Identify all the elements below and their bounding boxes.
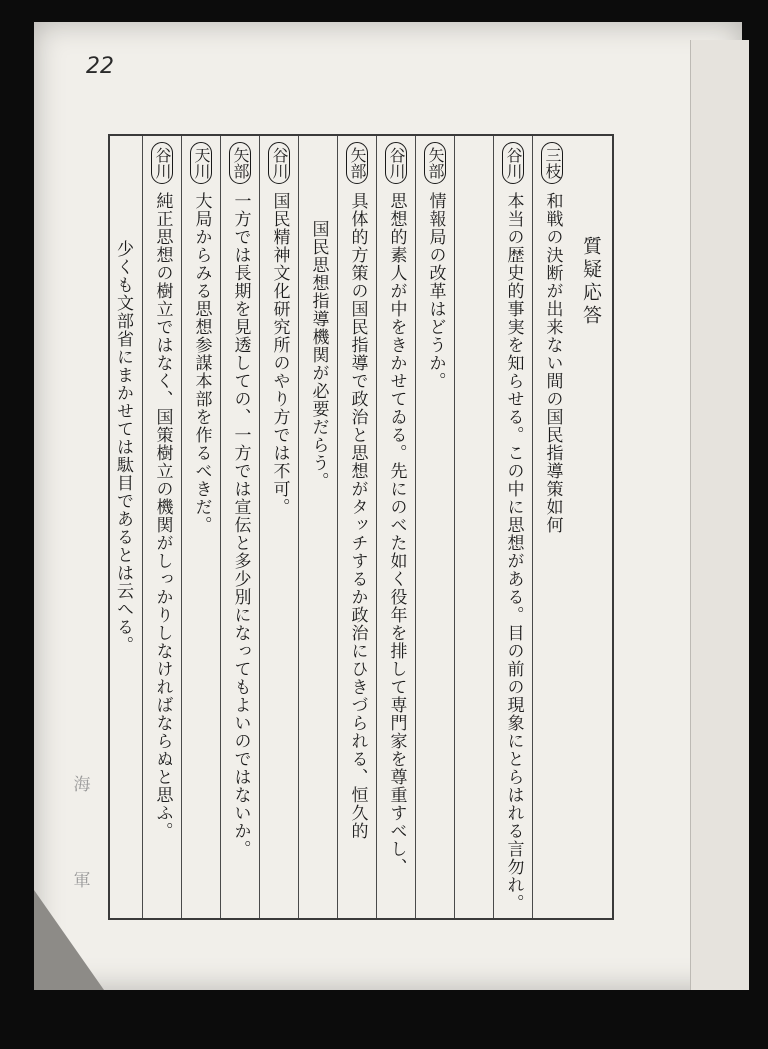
dialogue-text: 国民精神文化研究所のやり方では不可。 — [269, 192, 290, 516]
dialogue-column — [376, 136, 415, 918]
speaker-label: 矢部 — [346, 142, 368, 184]
dialogue-text: 和戦の決断が出来ない間の国民指導策如何 — [542, 192, 563, 534]
dialogue-text: 少くも文部省にまかせては駄目であるとは云へる。 — [113, 240, 133, 654]
dialogue-column — [259, 136, 298, 918]
speaker-label: 天川 — [190, 142, 212, 184]
continuation-column — [103, 136, 142, 918]
dialogue-column — [337, 136, 376, 918]
speaker-label: 谷川 — [502, 142, 524, 184]
speaker-label: 矢部 — [229, 142, 251, 184]
dialogue-column — [532, 136, 571, 918]
dialogue-text: 情報局の改革はどうか。 — [425, 192, 446, 390]
manuscript-grid — [108, 134, 614, 920]
margin-mark: 海 — [73, 775, 91, 795]
document-title: 質疑応答 — [580, 236, 602, 328]
dialogue-text: 具体的方策の国民指導で政治と思想がタッチするか政治にひきづられる、恒久的 — [347, 192, 368, 840]
page-number: 22 — [86, 54, 114, 79]
dialogue-text: 純正思想の樹立ではなく、国策樹立の機関がしっかりしなければならぬと思ふ。 — [152, 192, 173, 840]
dialogue-text: 本当の歴史的事実を知らせる。この中に思想がある。目の前の現象にとらはれる言勿れ。 — [503, 192, 524, 912]
dialogue-text: 大局からみる思想参謀本部を作るべきだ。 — [191, 192, 212, 534]
dialogue-text: 国民思想指導機関が必要だらう。 — [308, 220, 329, 490]
margin-mark: 軍 — [73, 871, 91, 891]
title-column — [571, 136, 610, 918]
continuation-column — [298, 136, 337, 918]
speaker-label: 矢部 — [424, 142, 446, 184]
dialogue-column — [493, 136, 532, 918]
folded-corner — [34, 890, 104, 990]
dialogue-column — [142, 136, 181, 918]
speaker-label: 谷川 — [268, 142, 290, 184]
dialogue-column — [415, 136, 454, 918]
blank-column — [454, 136, 493, 918]
dialogue-column — [181, 136, 220, 918]
speaker-label: 谷川 — [151, 142, 173, 184]
dialogue-text: 一方では長期を見透しての、一方では宣伝と多少別になってもよいのではないか。 — [230, 192, 251, 858]
speaker-label: 谷川 — [385, 142, 407, 184]
dialogue-text: 思想的素人が中をきかせてゐる。先にのべた如く役年を排して専門家を尊重すべし、 — [386, 192, 407, 876]
speaker-label: 三枝 — [541, 142, 563, 184]
paper-back-edge — [690, 40, 749, 990]
dialogue-column — [220, 136, 259, 918]
